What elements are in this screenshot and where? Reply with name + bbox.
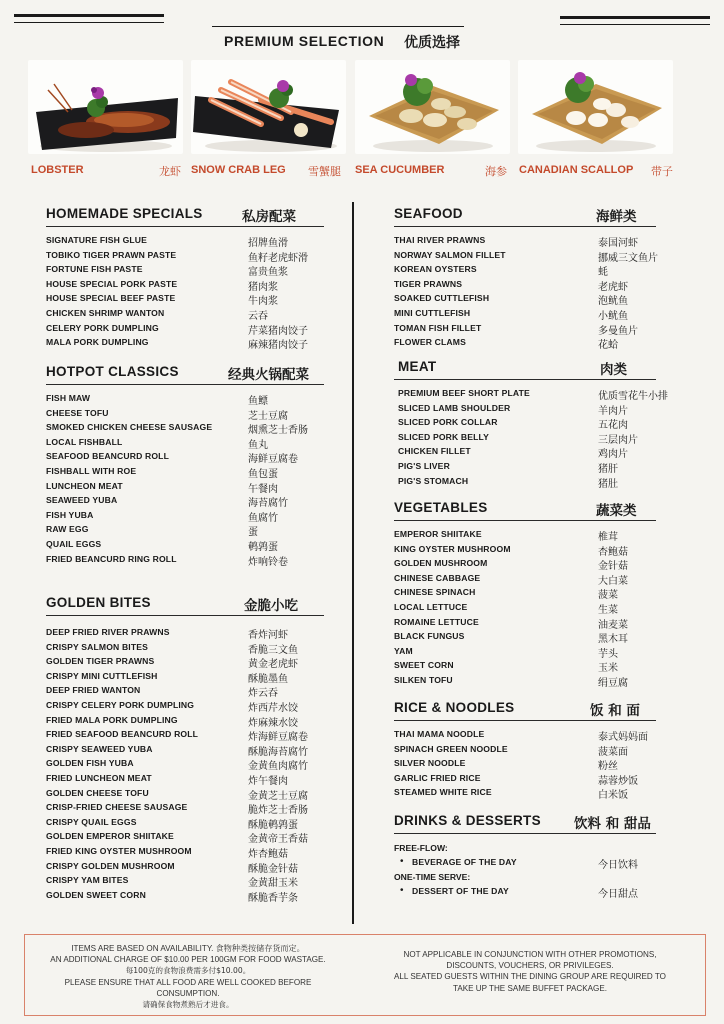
menu-item (394, 292, 656, 307)
menu-item (394, 322, 656, 337)
item-name: SILKEN TOFU (394, 674, 453, 685)
menu-item (46, 787, 324, 802)
lobster-label: LOBSTER (31, 164, 84, 176)
menu-item (46, 480, 324, 495)
menu-item (394, 572, 656, 587)
item-name-cn: 芝士豆腐 (248, 410, 288, 422)
item-name-cn: 优质雪花牛小排 (598, 391, 668, 402)
item-name: FRIED KING OYSTER MUSHROOM (46, 845, 192, 856)
item-name-cn: 金黄甜玉米 (248, 878, 298, 890)
note-wastage-charge-cn: 每100克的食物浪费需多付$10.00。 (125, 966, 251, 976)
menu-item (46, 772, 324, 787)
one-time-serve-subheading: ONE-TIME SERVE: (394, 872, 471, 883)
item-name-cn: 五花肉 (598, 420, 628, 432)
item-name-cn: 炸麻辣水饺 (248, 717, 298, 729)
seafood-section (394, 206, 656, 351)
menu-item (46, 743, 324, 758)
item-name: DESSERT OF THE DAY (412, 885, 509, 896)
menu-item (394, 543, 656, 558)
section-title: SEAFOOD (394, 206, 463, 221)
menu-item (394, 249, 656, 264)
item-name-cn: 酥脆金针菇 (248, 863, 298, 875)
menu-item (46, 494, 324, 509)
item-name-cn: 今日饮料 (598, 859, 638, 871)
menu-item (46, 509, 324, 524)
menu-item (46, 830, 324, 845)
item-name-cn: 鱼丸 (248, 439, 268, 451)
item-name-cn: 麻辣猪肉饺子 (248, 340, 308, 352)
menu-item (46, 684, 324, 699)
item-name: THAI MAMA NOODLE (394, 729, 485, 739)
top-left-rule-thick (14, 14, 164, 17)
note-promotions-cont: DISCOUNTS, VOUCHERS, OR PRIVILEGES. (446, 961, 614, 971)
item-name: MALA PORK DUMPLING (46, 337, 149, 348)
menu-item (46, 670, 324, 685)
item-name: FRIED SEAFOOD BEANCURD ROLL (46, 729, 199, 740)
menu-item (394, 307, 656, 322)
lobster-photo (28, 60, 183, 154)
sea-cucumber-photo (355, 60, 510, 154)
menu-item (46, 421, 324, 436)
menu-item (394, 234, 656, 249)
note-cook-food-cn: 请确保食物煮熟后才进食。 (142, 1000, 234, 1010)
item-name: SLICED PORK BELLY (398, 431, 490, 442)
item-name-cn: 炸海鲜豆腐卷 (248, 732, 308, 744)
menu-item (394, 263, 656, 278)
menu-item (46, 626, 324, 641)
item-name: CRISPY CELERY PORK DUMPLING (46, 699, 195, 710)
section-title: VEGETABLES (394, 500, 488, 515)
item-name-cn: 炸响铃卷 (248, 556, 288, 568)
note-same-package-cont: TAKE UP THE SAME BUFFET PACKAGE. (453, 983, 607, 993)
item-name: CRISPY YAM BITES (46, 875, 129, 886)
menu-item (46, 263, 324, 278)
item-name: CHICKEN FILLET (398, 446, 471, 457)
menu-item (394, 528, 656, 543)
menu-item-list (46, 234, 324, 351)
vegetables-section (394, 500, 656, 689)
menu-item (46, 322, 324, 337)
item-name: CHEESE TOFU (46, 407, 109, 418)
item-name: RAW EGG (46, 524, 89, 535)
item-name: GARLIC FRIED RICE (394, 772, 481, 783)
item-name-cn: 粉丝 (598, 761, 618, 773)
item-name-cn: 海鲜豆腐卷 (248, 454, 298, 466)
menu-item (46, 249, 324, 264)
menu-item (394, 674, 656, 689)
item-name-cn: 猪肚 (598, 478, 618, 490)
item-name-cn: 鸡肉片 (598, 449, 628, 461)
item-name-cn: 油麦菜 (598, 619, 628, 631)
item-name: CRISPY QUAIL EGGS (46, 816, 137, 827)
item-name: FORTUNE FISH PASTE (46, 264, 143, 275)
section-header (394, 500, 656, 521)
menu-item (394, 460, 656, 475)
item-name: ROMAINE LETTUCE (394, 616, 479, 627)
bullet-icon: • (400, 855, 404, 867)
item-name: FISH MAW (46, 393, 91, 403)
item-name-cn: 椎茸 (598, 532, 618, 543)
item-name-cn: 金黄芝士豆腐 (248, 790, 308, 802)
item-name: LOCAL FISHBALL (46, 436, 123, 447)
premium-title: PREMIUM SELECTION (224, 33, 385, 49)
item-name: STEAMED WHITE RICE (394, 787, 492, 798)
premium-title-cn: 优质选择 (404, 35, 460, 51)
menu-item (394, 336, 656, 351)
item-name-cn: 挪威三文鱼片 (598, 252, 658, 264)
item-name-cn: 云吞 (248, 310, 268, 322)
item-name: SLICED PORK COLLAR (398, 417, 498, 428)
section-title: HOMEMADE SPECIALS (46, 206, 203, 221)
menu-item-list (46, 626, 324, 903)
item-name: SEAWEED YUBA (46, 495, 118, 506)
section-title: GOLDEN BITES (46, 595, 151, 610)
item-name: QUAIL EGGS (46, 538, 102, 549)
item-name-cn: 花蛤 (598, 340, 618, 352)
item-name-cn: 菠菜 (598, 590, 618, 602)
item-name-cn: 绢豆腐 (598, 677, 628, 689)
section-header (394, 700, 656, 721)
item-name-cn: 黑木耳 (598, 634, 628, 646)
item-name: CRISPY SALMON BITES (46, 641, 149, 652)
menu-item (394, 431, 656, 446)
section-header (394, 813, 656, 834)
item-name: THAI RIVER PRAWNS (394, 235, 486, 245)
item-name-cn: 蚝 (598, 267, 608, 279)
item-name: MINI CUTTLEFISH (394, 307, 471, 318)
menu-item (394, 645, 656, 660)
item-name: LUNCHEON MEAT (46, 480, 123, 491)
item-name: KOREAN OYSTERS (394, 264, 477, 275)
item-name-cn: 泰国河虾 (598, 238, 638, 249)
item-name: BEVERAGE OF THE DAY (412, 856, 517, 867)
section-title: HOTPOT CLASSICS (46, 364, 179, 379)
menu-item (46, 538, 324, 553)
section-title-cn: 蔬菜类 (596, 503, 637, 519)
menu-item (46, 889, 324, 904)
snow-crab-label: SNOW CRAB LEG (191, 164, 286, 176)
menu-item (394, 630, 656, 645)
item-name: TOBIKO TIGER PRAWN PASTE (46, 249, 177, 260)
golden-bites-section (46, 595, 324, 903)
section-header (46, 206, 324, 227)
note-availability: ITEMS ARE BASED ON AVAILABILITY. 食物种类按储存货而定。 (71, 944, 305, 953)
item-name: FRIED BEANCURD RING ROLL (46, 553, 177, 564)
item-name-cn: 三层肉片 (598, 434, 638, 446)
item-name-cn: 海苔腐竹 (248, 498, 288, 510)
meat-section (394, 359, 668, 490)
item-name: FISHBALL WITH ROE (46, 465, 137, 476)
item-name-cn: 酥脆海苔腐竹 (248, 746, 308, 758)
item-name-cn: 泡鱿鱼 (598, 296, 628, 308)
top-right-rule-thick (560, 16, 710, 19)
item-name-cn: 玉米 (598, 663, 618, 675)
menu-item (394, 278, 656, 293)
item-name: TOMAN FISH FILLET (394, 322, 482, 333)
item-name-cn: 炸午餐肉 (248, 775, 288, 787)
item-name: SILVER NOODLE (394, 758, 466, 769)
item-name: FISH YUBA (46, 509, 94, 520)
item-name-cn: 多曼鱼片 (598, 325, 638, 337)
section-title-cn: 私房配菜 (242, 209, 296, 225)
section-title: DRINKS & DESSERTS (394, 813, 541, 828)
item-name-cn: 鹌鹑蛋 (248, 541, 278, 553)
menu-item (46, 816, 324, 831)
item-name: EMPEROR SHIITAKE (394, 529, 482, 539)
note-cook-food: PLEASE ENSURE THAT ALL FOOD ARE WELL COOKED BEFORE (64, 977, 312, 987)
item-name: SLICED LAMB SHOULDER (398, 402, 511, 413)
section-title-cn: 肉类 (600, 362, 627, 378)
item-name-cn: 鱼籽老虎虾滑 (248, 252, 308, 264)
item-name-cn: 金黄帝王香菇 (248, 834, 308, 846)
menu-item (394, 557, 656, 572)
top-right-rule-thin (560, 24, 710, 25)
item-name-cn: 炸杏鲍菇 (248, 848, 288, 860)
item-name: CRISP-FRIED CHEESE SAUSAGE (46, 802, 188, 813)
note-promotions: NOT APPLICABLE IN CONJUNCTION WITH OTHER PROMOTIONS, (403, 950, 657, 959)
item-name-cn: 炸西芹水饺 (248, 702, 298, 714)
canadian-scallop-label: CANADIAN SCALLOP (519, 164, 634, 176)
item-name-cn: 鱼鳔 (248, 396, 268, 407)
menu-item-list (394, 234, 656, 351)
section-header (394, 359, 656, 380)
item-name: CHINESE SPINACH (394, 587, 476, 598)
item-name-cn: 芹菜猪肉饺子 (248, 325, 308, 337)
menu-item (46, 292, 324, 307)
menu-item (46, 757, 324, 772)
menu-item (46, 436, 324, 451)
section-title-cn: 海鲜类 (596, 209, 637, 225)
item-name: GOLDEN TIGER PRAWNS (46, 656, 155, 667)
item-name-cn: 蒜蓉炒饭 (598, 775, 638, 787)
snow-crab-photo (191, 60, 346, 154)
snow-crab-label-cn: 雪蟹腿 (308, 165, 341, 178)
menu-item (394, 743, 656, 758)
item-name-cn: 炸云吞 (248, 688, 278, 700)
lobster-label-cn: 龙虾 (159, 165, 181, 178)
item-name: HOUSE SPECIAL PORK PASTE (46, 278, 178, 289)
menu-item (46, 307, 324, 322)
item-name: KING OYSTER MUSHROOM (394, 543, 511, 554)
item-name-cn: 杏鲍菇 (598, 546, 628, 558)
item-name: HOUSE SPECIAL BEEF PASTE (46, 293, 176, 304)
menu-item-list (46, 392, 324, 567)
item-name: CHINESE CABBAGE (394, 572, 481, 583)
item-name: FRIED LUNCHEON MEAT (46, 772, 152, 783)
item-name: YAM (394, 645, 413, 656)
item-name-cn: 午餐肉 (248, 483, 278, 495)
menu-item (394, 659, 656, 674)
section-title-cn: 饮料 和 甜品 (574, 816, 651, 832)
section-title-cn: 金脆小吃 (244, 598, 298, 614)
item-name-cn: 烟熏芝士香肠 (248, 425, 308, 437)
item-name-cn: 菠菜面 (598, 746, 628, 758)
item-name-cn: 生菜 (598, 604, 618, 616)
item-name-cn: 酥脆香芋条 (248, 892, 298, 904)
menu-item (46, 845, 324, 860)
menu-item (394, 387, 668, 402)
top-left-rule-thin (14, 22, 164, 23)
menu-item-list (394, 387, 668, 490)
menu-item (394, 772, 656, 787)
note-same-package: ALL SEATED GUESTS WITHIN THE DINING GROUP ARE REQUIRED TO (394, 972, 666, 982)
item-name: PIG'S LIVER (398, 460, 450, 471)
item-name-cn: 鱼包蛋 (248, 468, 278, 480)
item-name: PREMIUM BEEF SHORT PLATE (398, 388, 530, 398)
item-name-cn: 招牌鱼滑 (248, 238, 288, 249)
section-title-cn: 饭 和 面 (590, 703, 640, 719)
section-header (46, 364, 324, 385)
item-name-cn: 泰式妈妈面 (598, 732, 648, 743)
item-name-cn: 羊肉片 (598, 405, 628, 417)
item-name: SEAFOOD BEANCURD ROLL (46, 451, 169, 462)
column-divider (352, 202, 354, 924)
menu-item-list (394, 528, 656, 689)
item-name-cn: 黄金老虎虾 (248, 659, 298, 671)
item-name-cn: 猪肝 (598, 463, 618, 475)
notes-right (365, 949, 695, 994)
item-name-cn: 小鱿鱼 (598, 310, 628, 322)
item-name: SWEET CORN (394, 660, 454, 671)
menu-item (46, 450, 324, 465)
item-name: BLACK FUNGUS (394, 631, 465, 642)
item-name: GOLDEN EMPEROR SHIITAKE (46, 831, 174, 842)
sea-cucumber-label-cn: 海参 (485, 165, 507, 178)
item-name: GOLDEN FISH YUBA (46, 758, 134, 769)
item-name: SPINACH GREEN NOODLE (394, 743, 508, 754)
item-name-cn: 香脆三文鱼 (248, 644, 298, 656)
menu-item (46, 714, 324, 729)
section-title-cn: 经典火锅配菜 (228, 367, 309, 383)
menu-item-list (394, 728, 656, 801)
menu-item (46, 641, 324, 656)
menu-item (46, 234, 324, 249)
menu-item (46, 278, 324, 293)
menu-item (46, 465, 324, 480)
menu-item (394, 757, 656, 772)
note-wastage-charge: AN ADDITIONAL CHARGE OF $10.00 PER 100GM FOR FOOD WASTAGE. (50, 955, 326, 965)
menu-item (46, 728, 324, 743)
menu-item (394, 402, 656, 417)
menu-item (46, 553, 324, 568)
section-header (46, 595, 324, 616)
item-name-cn: 鱼腐竹 (248, 512, 278, 524)
item-name: GOLDEN SWEET CORN (46, 889, 146, 900)
item-name: GOLDEN CHEESE TOFU (46, 787, 149, 798)
item-name: SMOKED CHICKEN CHEESE SAUSAGE (46, 422, 213, 433)
canadian-scallop-photo (518, 60, 673, 154)
item-name-cn: 蛋 (248, 527, 258, 539)
section-title: RICE & NOODLES (394, 700, 515, 715)
item-name-cn: 脆炸芝士香肠 (248, 805, 308, 817)
section-title: MEAT (398, 359, 437, 374)
menu-item (46, 407, 324, 422)
premium-title-rule (212, 26, 464, 27)
item-name: GOLDEN MUSHROOM (394, 558, 488, 569)
menu-item (394, 601, 656, 616)
menu-item (46, 801, 324, 816)
drinks-desserts-section (394, 813, 656, 899)
menu-item (394, 728, 656, 743)
menu-item (394, 475, 656, 490)
sea-cucumber-label: SEA CUCUMBER (355, 164, 445, 176)
item-name-cn: 今日甜点 (598, 888, 638, 900)
menu-item (394, 445, 656, 460)
item-name-cn: 酥脆墨鱼 (248, 673, 288, 685)
menu-item (46, 392, 324, 407)
menu-item (46, 336, 324, 351)
item-name: DEEP FRIED WANTON (46, 685, 141, 696)
item-name: DEEP FRIED RIVER PRAWNS (46, 627, 170, 637)
item-name: TIGER PRAWNS (394, 278, 463, 289)
item-name: CRISPY MINI CUTTLEFISH (46, 670, 158, 681)
item-name-cn: 猪肉浆 (248, 281, 278, 293)
section-header (394, 206, 656, 227)
menu-item (394, 616, 656, 631)
item-name: CRISPY GOLDEN MUSHROOM (46, 860, 175, 871)
menu-item (46, 860, 324, 875)
item-name: CHICKEN SHRIMP WANTON (46, 307, 165, 318)
menu-item (394, 586, 656, 601)
hotpot-classics-section (46, 364, 324, 567)
notes-left (29, 943, 347, 1010)
item-name: SIGNATURE FISH GLUE (46, 235, 148, 245)
item-name: NORWAY SALMON FILLET (394, 249, 506, 260)
menu-item (46, 699, 324, 714)
homemade-specials-section (46, 206, 324, 351)
item-name-cn: 芋头 (598, 648, 618, 660)
item-name: FLOWER CLAMS (394, 337, 466, 348)
item-name-cn: 老虎虾 (598, 281, 628, 293)
notes-box (24, 934, 706, 1016)
menu-item (46, 874, 324, 889)
item-name: PIG'S STOMACH (398, 475, 469, 486)
item-name-cn: 酥脆鹌鹑蛋 (248, 819, 298, 831)
menu-item (46, 523, 324, 538)
menu-item (394, 786, 656, 801)
item-name-cn: 香炸河虾 (248, 630, 288, 641)
item-name: CELERY PORK DUMPLING (46, 322, 159, 333)
item-name: SOAKED CUTTLEFISH (394, 293, 490, 304)
item-name: FRIED MALA PORK DUMPLING (46, 714, 178, 725)
free-flow-subheading: FREE-FLOW: (394, 843, 448, 853)
item-name-cn: 金黄鱼肉腐竹 (248, 761, 308, 773)
item-name-cn: 白米饭 (598, 790, 628, 802)
item-name: LOCAL LETTUCE (394, 601, 468, 612)
menu-item (46, 655, 324, 670)
item-name-cn: 金针菇 (598, 561, 628, 573)
item-name-cn: 牛肉浆 (248, 296, 278, 308)
bullet-icon: • (400, 884, 404, 896)
note-cook-food-cont: CONSUMPTION. (156, 988, 220, 998)
item-name-cn: 大白菜 (598, 575, 628, 587)
menu-item-dessert (394, 885, 656, 900)
canadian-scallop-label-cn: 带子 (651, 165, 673, 178)
menu-item (394, 416, 656, 431)
menu-item-beverage (394, 856, 656, 871)
item-name-cn: 富贵鱼浆 (248, 267, 288, 279)
rice-noodles-section (394, 700, 656, 801)
item-name: CRISPY SEAWEED YUBA (46, 743, 153, 754)
